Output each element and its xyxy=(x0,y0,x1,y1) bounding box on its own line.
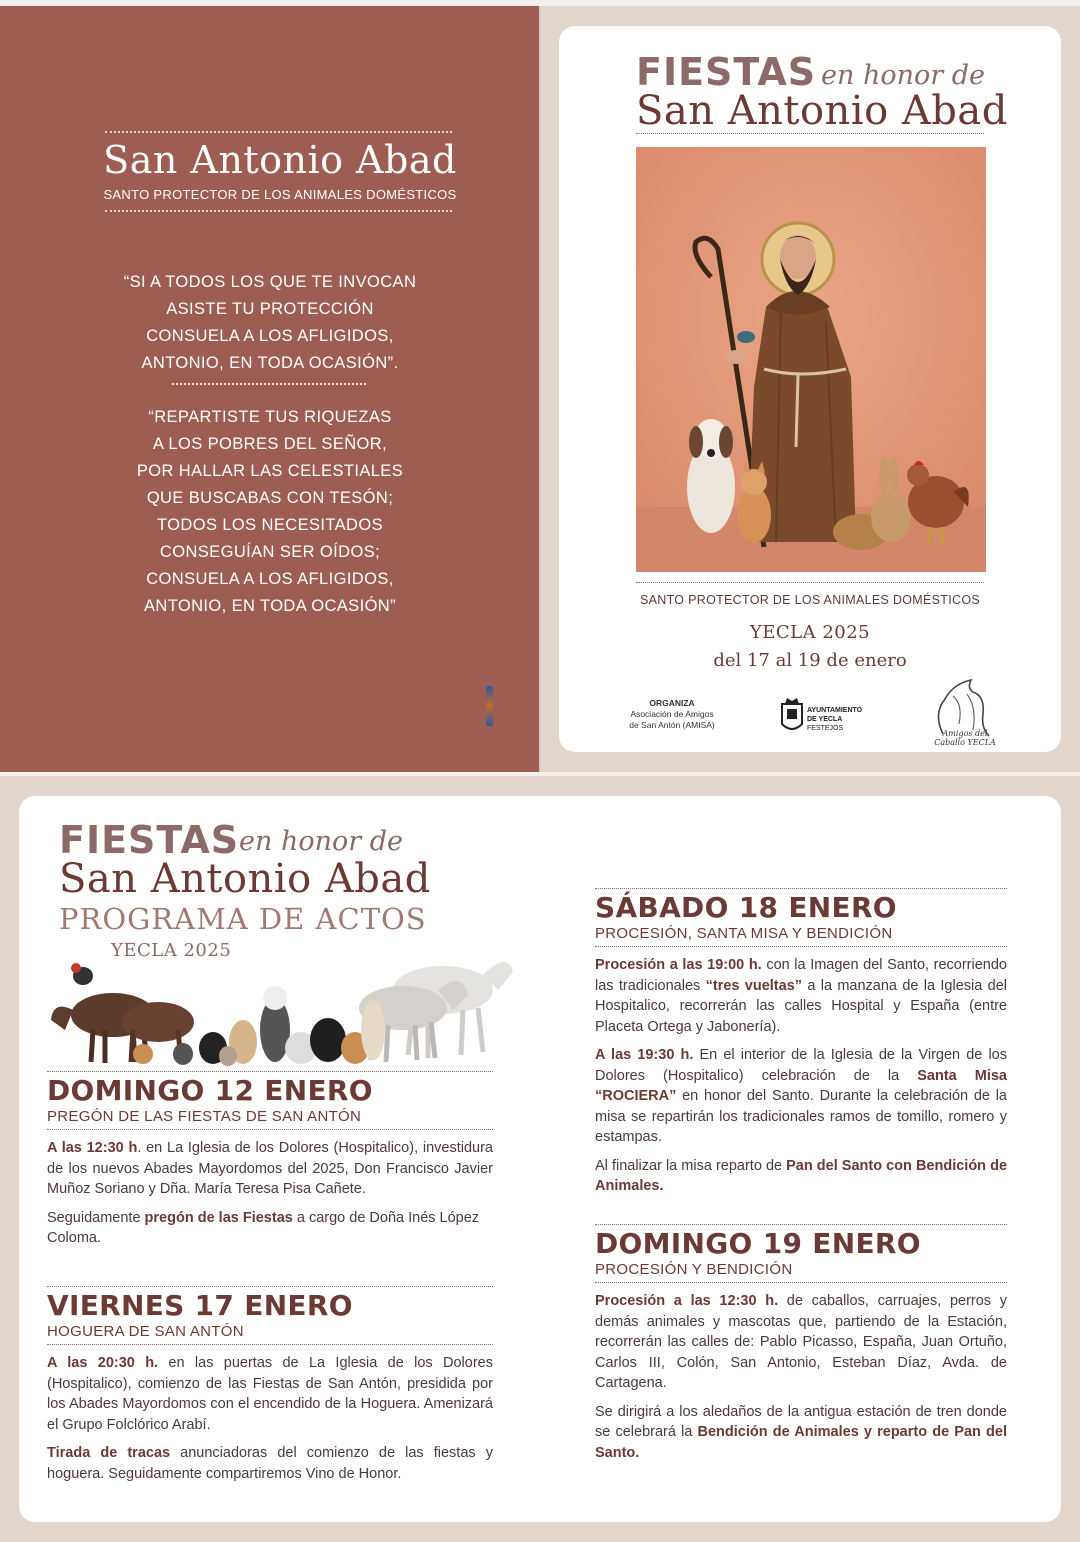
dotted-divider xyxy=(105,131,452,133)
prayer-line: ANTONIO, EN TODA OCASIÓN”. xyxy=(141,354,399,372)
dotted-divider xyxy=(172,383,366,385)
dotted-divider xyxy=(595,888,1007,889)
day-paragraph: Tirada de tracas anunciadoras del comienzo de las fiestas y hoguera. Seguidamente compartiremos Vino de Honor. xyxy=(47,1445,493,1482)
prayer-panel xyxy=(0,6,539,772)
day-paragraph: Al finalizar la misa reparto de Pan del Santo con Bendición de Animales. xyxy=(595,1157,1008,1194)
day-title: SÁBADO 18 ENERO xyxy=(595,891,897,924)
dotted-divider xyxy=(636,133,984,134)
panel-title: San Antonio Abad xyxy=(103,138,457,182)
dotted-divider xyxy=(47,1286,493,1287)
prayer-line: ANTONIO, EN TODA OCASIÓN” xyxy=(143,597,397,615)
dotted-divider xyxy=(47,1344,493,1345)
prayer-verse-2 xyxy=(0,404,540,620)
programa-de-actos-heading: PROGRAMA DE ACTOS xyxy=(59,902,427,936)
prayer-line: “SI A TODOS LOS QUE TE INVOCAN xyxy=(123,273,417,291)
day-domingo-12 xyxy=(47,1071,493,1249)
heading-en-honor-de: en honor de xyxy=(239,826,403,857)
amigos-caballo-logo-text: Amigos del Caballo YECLA xyxy=(934,729,996,747)
day-subtitle: PREGÓN DE LAS FIESTAS DE SAN ANTÓN xyxy=(47,1108,362,1125)
organizer-block xyxy=(617,698,727,731)
day-domingo-19 xyxy=(595,1224,1007,1463)
heading-saint-name: San Antonio Abad xyxy=(636,88,1008,134)
dotted-divider xyxy=(595,1282,1007,1283)
dotted-divider xyxy=(105,210,452,212)
dotted-divider xyxy=(47,1071,493,1072)
day-subtitle: PROCESIÓN, SANTA MISA Y BENDICIÓN xyxy=(595,925,893,942)
day-subtitle: PROCESIÓN Y BENDICIÓN xyxy=(595,1261,793,1278)
cover-yecla-year: YECLA 2025 xyxy=(749,622,871,643)
day-paragraph: Se dirigirá a los aledaños de la antigua estación de tren donde se celebrará la Bendición de Animales y reparto de Pan del Santo. xyxy=(595,1403,1007,1461)
fold-divider-horizontal xyxy=(0,772,1080,776)
prayer-verse-1 xyxy=(0,269,540,377)
town-crest-icon xyxy=(779,694,805,736)
saint-painting-image xyxy=(636,147,986,572)
prayer-line: TODOS LOS NECESITADOS xyxy=(156,516,383,534)
small-logo-mark xyxy=(486,686,493,726)
dotted-divider xyxy=(636,582,984,583)
cover-protector-text: SANTO PROTECTOR DE LOS ANIMALES DOMÉSTICOS xyxy=(640,593,980,607)
day-paragraph: A las 20:30 h. en las puertas de La Iglesia de los Dolores (Hospitalico), comienzo de las Fiestas de San Antón, presidida por los Abades Mayordomos con el encendido de la Hoguera. Amenizará el Grupo Folclórico Arabí. xyxy=(47,1355,493,1433)
organiza-label: ORGANIZA xyxy=(649,698,695,708)
day-paragraph: Procesión a las 19:00 h. con la Imagen del Santo, recorriendo las tradicionales “tres vueltas” a la manzana de la Iglesia del Hospitalico, recorrerán las calles Hospital y España (entre Placeta Ortega y Jabonería). xyxy=(595,957,1007,1035)
prayer-line: QUE BUSCABAS CON TESÓN; xyxy=(146,489,394,507)
dotted-divider xyxy=(595,946,1007,947)
ayto-line: DE YECLA xyxy=(807,716,843,723)
day-paragraph: A las 19:30 h. En el interior de la Iglesia de la Virgen de los Dolores (Hospitalico) celebración de la Santa Misa “ROCIERA” en honor del Santo. Durante la celebración de la misa se repartirán los tradicionales ramos de tomillo, romero y estampas. xyxy=(595,1047,1007,1145)
day-title: DOMINGO 19 ENERO xyxy=(595,1227,921,1260)
prayer-line: POR HALLAR LAS CELESTIALES xyxy=(136,462,404,480)
day-sabado-18 xyxy=(595,888,1007,1197)
cover-dates: del 17 al 19 de enero xyxy=(713,650,907,671)
organizer-name: Asociación de Amigos xyxy=(630,709,714,719)
organizer-name: de San Antón (AMISA) xyxy=(629,720,715,730)
prayer-line: “REPARTISTE TUS RIQUEZAS xyxy=(148,408,392,426)
day-viernes-17 xyxy=(47,1286,493,1484)
prayer-line: CONSEGUÍAN SER OÍDOS; xyxy=(159,543,381,561)
heading-saint-name: San Antonio Abad xyxy=(59,856,431,902)
program-yecla-year: YECLA 2025 xyxy=(111,940,232,961)
fold-divider xyxy=(539,6,541,772)
day-subtitle: HOGUERA DE SAN ANTÓN xyxy=(47,1323,244,1340)
day-paragraph: A las 12:30 h. en La Iglesia de los Dolores (Hospitalico), investidura de los nuevos Abades Mayordomos del 2025, Don Francisco Javier Muñoz Soriano y Dña. María Teresa Pisa Cañete. xyxy=(47,1140,493,1197)
program-card xyxy=(19,796,1061,1522)
prayer-line: ASISTE TU PROTECCIÓN xyxy=(166,300,374,318)
panel-subtitle: SANTO PROTECTOR DE LOS ANIMALES DOMÉSTICOS xyxy=(103,187,457,202)
ayuntamiento-text xyxy=(807,706,862,733)
ayto-line: FESTEJOS xyxy=(807,725,844,732)
prayer-line: A LOS POBRES DEL SEÑOR, xyxy=(152,435,388,453)
day-paragraph: Procesión a las 12:30 h. de caballos, carruajes, perros y demás animales y mascotas que, partiendo de la Estación, recorrerán las calles de: Pablo Picasso, España, Juan Ortuño, Carlos III, Colón, San Antonio, Esteban Díaz, Avda. de Cartagena. xyxy=(595,1293,1007,1391)
day-title: VIERNES 17 ENERO xyxy=(47,1289,353,1322)
ayto-line: AYUNTAMIENTO xyxy=(807,707,863,714)
dotted-divider xyxy=(595,1224,1007,1225)
heading-en-honor-de: en honor de xyxy=(821,60,985,91)
ayuntamiento-logo xyxy=(779,694,871,738)
animals-group-image xyxy=(43,930,513,1070)
prayer-line: CONSUELA A LOS AFLIGIDOS, xyxy=(146,570,394,588)
day-paragraph: Seguidamente pregón de las Fiestas a cargo de Doña Inés López Coloma. xyxy=(47,1209,480,1246)
heading-fiestas: FIESTAS xyxy=(636,50,817,94)
cover-card xyxy=(559,26,1061,752)
heading-fiestas: FIESTAS xyxy=(59,818,240,862)
prayer-line: CONSUELA A LOS AFLIGIDOS, xyxy=(146,327,394,345)
day-title: DOMINGO 12 ENERO xyxy=(47,1074,373,1107)
dotted-divider xyxy=(47,1129,493,1130)
